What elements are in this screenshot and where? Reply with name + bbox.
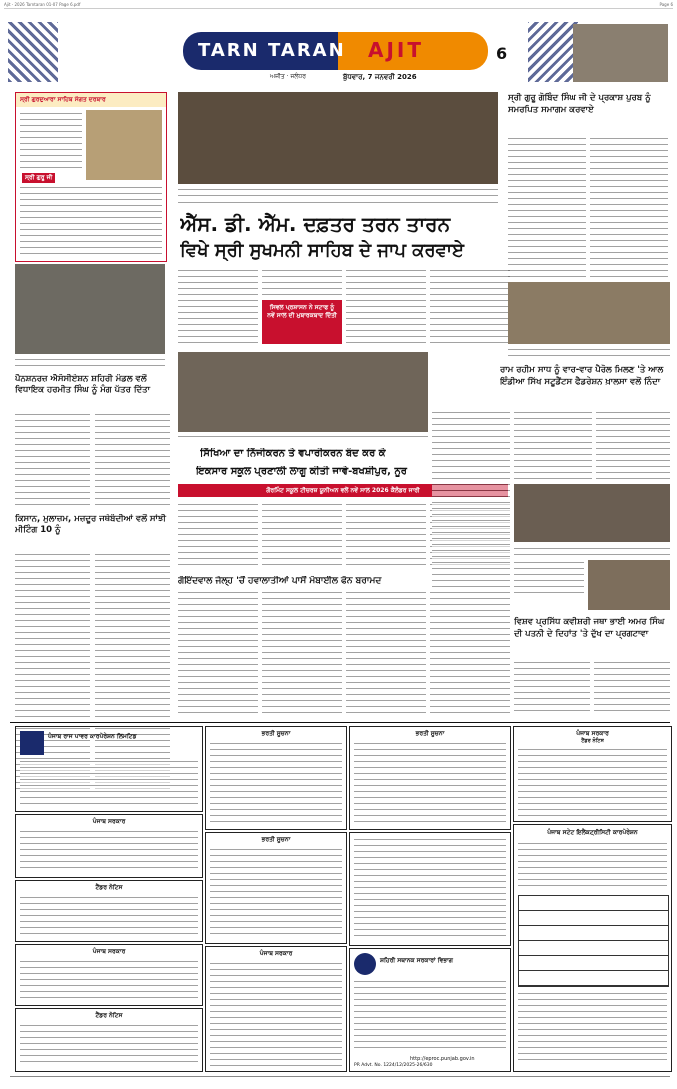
ad-pspcl — [15, 726, 203, 812]
center-story-banner-text: ਗੌਰਮਿੰਟ ਸਕੂਲ ਟੀਚਰਜ਼ ਯੂਨੀਅਨ ਵਲੋਂ ਨਵੇਂ ਸਾਲ 2026 ਕੈਲੰਡਰ ਜਾਰੀ — [266, 487, 420, 494]
left-story-photo — [15, 264, 165, 354]
footer-rule — [10, 1076, 670, 1077]
gurdwara-photo — [86, 110, 162, 180]
right-lower-headline: ਵਿਸ਼ਵ ਪ੍ਰਸਿੱਧ ਕਵੀਸ਼ਰੀ ਜਥਾ ਭਾਈ ਅਮਰ ਸਿੰਘ ਦੀ ਪਤਨੀ ਦੇ ਦਿਹਾਂਤ 'ਤੇ ਦੁੱਖ ਦਾ ਪ੍ਰਗਟਾਵਾ — [514, 617, 665, 639]
ad-pmidc-title: ਸ਼ਹਿਰੀ ਸਥਾਨਕ ਸਰਕਾਰਾਂ ਵਿਭਾਗ — [380, 957, 453, 964]
center-story-headline-l2: ਇਕਸਾਰ ਸਕੂਲ ਪ੍ਰਣਾਲੀ ਲਾਗੂ ਕੀਤੀ ਜਾਵੇ-ਬਖਸ਼ੀਪੁਰ, ਨੂਰ — [196, 466, 407, 477]
ad-bharti-2 — [205, 832, 347, 944]
ad-bharti-2-title: ਭਰਤੀ ਸੂਚਨਾ — [261, 836, 291, 843]
masthead-subline: ਅਜੀਤ · ਜਲੰਧਰ — [270, 73, 306, 80]
corner-photo — [573, 24, 668, 82]
ad-pmidc-pr: PR Advt. No. 1224/12/2025-26/630 — [354, 1063, 433, 1068]
masthead-date: ਬੁੱਧਵਾਰ, 7 ਜਨਵਰੀ 2026 — [343, 73, 417, 81]
pull-quote-text: ਸਿਵਲ ਪ੍ਰਸ਼ਾਸਨ ਨੇ ਸਟਾਫ ਨੂੰ ਨਵੇਂ ਸਾਲ ਦੀ ਮੁਬਾਰਕਬਾਦ ਦਿੱਤੀ — [267, 304, 337, 319]
ad-bharti-3-title: ਭਰਤੀ ਸੂਚਨਾ — [415, 730, 445, 737]
ad-pmidc — [349, 948, 511, 1072]
ad-punjab-sarkar-right — [513, 726, 672, 822]
main-photo — [178, 92, 498, 184]
ad-pspcl-title: ਪੰਜਾਬ ਰਾਜ ਪਾਵਰ ਕਾਰਪੋਰੇਸ਼ਨ ਲਿਮਟਿਡ — [48, 733, 137, 740]
right-ornament — [528, 22, 578, 82]
kavishri-photo — [588, 560, 670, 610]
calendar-release-photo — [178, 352, 428, 432]
ad-tender-4 — [15, 1008, 203, 1072]
pull-quote — [262, 300, 342, 344]
ad-state-electricity-title: ਪੰਜਾਬ ਸਟੇਟ ਇਲੈਕਟ੍ਰੀਸਿਟੀ ਕਾਰਪੋਰੇਸ਼ਨ — [547, 829, 638, 836]
ad-tender-2 — [15, 880, 203, 942]
left-story-1-headline: ਪੈਨਸ਼ਨਰਜ਼ ਐਸੋਸੀਏਸ਼ਨ ਸ਼ਹਿਰੀ ਮੰਡਲ ਵਲੋਂ ਵਿਧਾਇਕ ਹਰਮੀਤ ਸਿੰਘ ਨੂੰ ਮੰਗ ਪੱਤਰ ਦਿੱਤਾ — [15, 374, 151, 395]
right-top-headline: ਸ੍ਰੀ ਗੁਰੂ ਗੋਬਿੰਦ ਸਿੰਘ ਜੀ ਦੇ ਪ੍ਰਕਾਸ਼ ਪੁਰਬ ਨੂੰ ਸਮਰਪਿਤ ਸਮਾਗਮ ਕਰਵਾਏ — [508, 93, 651, 115]
ad-pmidc-url: http://eproc.punjab.gov.in — [410, 1056, 475, 1062]
ad-tender-notice-right: ਟੈਂਡਰ ਨੋਟਿਸ — [581, 738, 604, 744]
ad-tender-4-title: ਟੈਂਡਰ ਨੋਟਿਸ — [95, 1012, 123, 1019]
ad-punjab-sarkar-center-title: ਪੰਜਾਬ ਸਰਕਾਰ — [259, 950, 293, 957]
ad-tender-center — [349, 832, 511, 946]
center-story-headline-l1: ਸਿੱਖਿਆ ਦਾ ਨਿੱਜੀਕਰਨ ਤੇ ਵਪਾਰੀਕਰਨ ਬੰਦ ਕਰ ਕੇ — [200, 448, 386, 459]
ad-tender-3 — [15, 944, 203, 1006]
parkash-purab-photo — [508, 282, 670, 344]
ad-state-electricity — [513, 824, 672, 1072]
page-label: Page 6 — [659, 2, 673, 7]
left-story-2-headline: ਕਿਸਾਨ, ਮੁਲਾਜ਼ਮ, ਮਜ਼ਦੂਰ ਜਥੇਬੰਦੀਆਂ ਵਲੋਂ ਸਾਂਝੀ ਮੀਟਿੰਗ 10 ਨੂੰ — [15, 514, 166, 535]
ad-tender-1-title: ਪੰਜਾਬ ਸਰਕਾਰ — [92, 818, 126, 825]
left-top-box-label: ਸ੍ਰੀ ਗੁਰੂ ਜੀ — [22, 173, 55, 183]
masthead-right-label: AJIT — [368, 38, 425, 62]
right-middle-headline: ਰਾਮ ਰਹੀਮ ਸਾਧ ਨੂੰ ਵਾਰ-ਵਾਰ ਪੈਰੋਲ ਮਿਲਣ 'ਤੇ ਆਲ ਇੰਡੀਆ ਸਿੱਖ ਸਟੂਡੈਂਟਸ ਫੈਡਰੇਸ਼ਨ ਖ਼ਾਲਸਾ ਵਲੋਂ ਨਿੰਦਾ — [500, 365, 664, 387]
left-top-box-title: ਸ੍ਰੀ ਗੁਰਦੁਆਰਾ ਸਾਹਿਬ ਸੰਗਤ ਦਰਬਾਰ — [20, 96, 106, 103]
ad-bharti-1 — [205, 726, 347, 830]
left-top-box — [15, 92, 167, 262]
jail-story-headline: ਗੋਇੰਦਵਾਲ ਜੇਲ੍ਹ 'ਚੋਂ ਹਵਾਲਾਤੀਆਂ ਪਾਸੋਂ ਮੋਬਾਈਲ ਫੋਨ ਬਰਾਮਦ — [178, 576, 382, 586]
federation-photo — [514, 484, 670, 542]
ad-tender-2-title: ਟੈਂਡਰ ਨੋਟਿਸ — [95, 884, 123, 891]
main-headline-line2: ਵਿਖੇ ਸ੍ਰੀ ਸੁਖਮਨੀ ਸਾਹਿਬ ਦੇ ਜਾਪ ਕਰਵਾਏ — [180, 240, 465, 261]
left-ornament — [8, 22, 58, 82]
ad-punjab-sarkar-center — [205, 946, 347, 1072]
ad-tender-1 — [15, 814, 203, 878]
ad-bharti-1-title: ਭਰਤੀ ਸੂਚਨਾ — [261, 730, 291, 737]
ad-tender-3-title: ਪੰਜਾਬ ਸਰਕਾਰ — [92, 948, 126, 955]
masthead-left-label: TARN TARAN — [198, 40, 346, 61]
ad-bharti-3 — [349, 726, 511, 830]
main-headline-line1: ਐੱਸ. ਡੀ. ਐੱਮ. ਦਫ਼ਤਰ ਤਰਨ ਤਾਰਨ — [180, 212, 451, 236]
file-title: Ajit - 2026 Tarntaran 01-07 Page 6.pdf — [4, 2, 81, 7]
page-number: 6 — [496, 44, 508, 63]
masthead — [8, 22, 669, 90]
ad-punjab-sarkar-right-title: ਪੰਜਾਬ ਸਰਕਾਰ — [576, 730, 609, 737]
